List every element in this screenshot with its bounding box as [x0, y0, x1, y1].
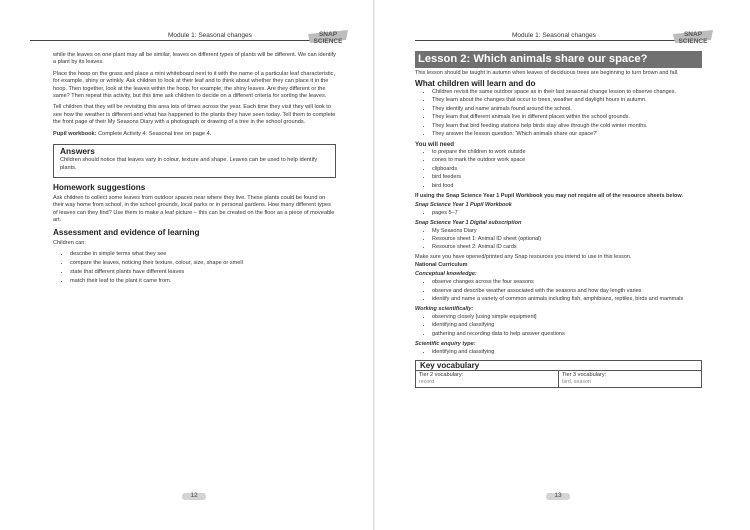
- list-item: • observe changes across the four seasons: [432, 279, 702, 286]
- learn-list: [415, 89, 702, 138]
- list-item: • They identify and name animals found around the school.: [432, 106, 702, 113]
- logo-graphic: [671, 27, 715, 49]
- homework-text: Ask children to collect some leaves from outdoor spaces near where they live. These plants could be found on their way home from school, in the school grounds, local parks or in personal gardens. How many different types of leaves can they find? Use them to make a leaf picture – this can be created on the floor as a piece of moveable art.: [53, 194, 335, 223]
- list-item: • state that different plants have different leaves: [70, 269, 336, 276]
- list-item: • identify and name a variety of common animals including fish, amphibians, reptiles, birds and mammals: [432, 296, 702, 303]
- list-item: • observing closely [using simple equipment]: [432, 314, 702, 321]
- paragraph-revisit-area: Tell children that they will be revisiting this area lots of times across the year. Each time they visit they will look to see how the weather is different and what has happened to the plants they have seen today. Tell them to complete the front page of their My Seasons Diary with a photograph or drawing of a tree in the school grounds.: [53, 104, 336, 126]
- children-can-label: Children can:: [53, 239, 86, 246]
- page-number: [182, 492, 206, 501]
- digital-subscription-list: [415, 228, 702, 252]
- list-item: • They learn that different animals live in different places within the school grounds.: [432, 114, 702, 121]
- vocabulary-row: [416, 371, 701, 387]
- working-scientifically-list: [415, 314, 702, 338]
- list-item: • pages 5–7: [432, 210, 702, 217]
- list-item: • identifying and classifying: [432, 349, 702, 356]
- tier3-label: Tier 3 vocabulary:: [562, 371, 607, 378]
- working-scientifically-heading: Working scientifically:: [415, 306, 474, 313]
- list-item: • Resource sheet 2: Animal ID cards: [432, 244, 702, 251]
- list-item: • describe in simple terms what they see: [70, 251, 336, 258]
- list-item: • My Seasons Diary: [432, 228, 702, 235]
- tier2-cell: [416, 371, 558, 387]
- list-item: • to prepare the children to work outside: [432, 149, 702, 156]
- tier2-value: record: [419, 378, 435, 385]
- logo-graphic: [306, 27, 350, 49]
- list-item: • cones to mark the outdoor work space: [432, 157, 702, 164]
- pupil-workbook-heading: Snap Science Year 1 Pupil Workbook: [415, 201, 512, 208]
- answers-box: [53, 144, 336, 178]
- header-rule: [415, 40, 695, 41]
- list-item: • They answer the lesson question: 'Which animals share our space?': [432, 131, 702, 138]
- list-item: • They learn about the changes that occur to trees, weather and daylight hours in autumn.: [432, 97, 702, 104]
- page-number-text: 12: [190, 492, 198, 499]
- make-sure-note: Make sure you have opened/printed any Snap resources you intend to use in this lesson.: [415, 254, 632, 261]
- list-item: • They learn that bird feeding stations help birds stay alive through the cold winter months.: [432, 123, 702, 130]
- learn-heading: What children will learn and do: [415, 79, 536, 88]
- conceptual-heading: Conceptual knowledge:: [415, 271, 477, 278]
- curriculum-heading: National Curriculum: [415, 262, 468, 269]
- pupil-workbook-note: [53, 131, 336, 138]
- workbook-text: Complete Activity 4: Seasonal tree on page 4.: [98, 130, 212, 137]
- paragraph-hoop-activity: Place the hoop on the grass and place a mini whiteboard next to it with the name of a particular leaf characteristic, for example, shiny or wrinkly. Ask children to look at their leaf and to think about whether they can place it in the hoop. Then together, look at the leaves within the hoop, for example, the shiny leaves. Are they different or the same? Then repeat this activity, but this time ask children to decide on a different criteria for sorting the leaves.: [53, 70, 336, 100]
- assessment-list: [53, 251, 336, 285]
- assessment-heading: Assessment and evidence of learning: [53, 228, 200, 238]
- tier3-cell: [558, 371, 701, 387]
- paragraph-leaves-identify: while the leaves on one plant may all be similar, leaves on different types of plants will be different. We can identify a plant by its leaves.: [53, 52, 336, 66]
- page-number-text: 13: [554, 492, 562, 499]
- list-item: • identifying and classifying: [432, 322, 702, 329]
- logo-top-text: SNAP: [318, 31, 338, 38]
- snap-science-logo: [671, 27, 715, 49]
- list-item: • compare the leaves, noticing their texture, colour, size, shape or smell: [70, 260, 336, 267]
- need-list: [415, 149, 702, 190]
- workbook-requirement-note: If using the Snap Science Year 1 Pupil Workbook you may not require all of the resource sheets below.: [415, 192, 683, 199]
- header-rule: [30, 40, 310, 41]
- right-page: [375, 0, 750, 530]
- list-item: • clipboards: [432, 166, 702, 173]
- left-page-body: [53, 52, 336, 288]
- lesson-intro: This lesson should be taught in autumn when leaves of deciduous trees are beginning to turn brown and fall.: [415, 70, 679, 76]
- module-title: Module 1: Seasonal changes: [168, 32, 252, 39]
- digital-subscription-heading: Snap Science Year 1 Digital subscription: [415, 219, 522, 226]
- list-item: • Children revisit the same outdoor space as in their last seasonal change lesson to observe changes.: [432, 89, 702, 96]
- enquiry-type-list: [415, 349, 702, 356]
- logo-bottom-text: SCIENCE: [313, 38, 343, 45]
- page-number: [546, 492, 570, 501]
- enquiry-type-heading: Scientific enquiry type:: [415, 340, 476, 347]
- list-item: • bird feeders: [432, 174, 702, 181]
- tier2-label: Tier 2 vocabulary:: [419, 371, 464, 378]
- need-heading: You will need: [415, 140, 455, 148]
- list-item: • gathering and recording data to help answer questions: [432, 331, 702, 338]
- answers-text: Children should notice that leaves vary in colour, texture and shape. Leaves can be used to help identify plants.: [60, 157, 318, 171]
- logo-bottom-text: SCIENCE: [678, 38, 708, 45]
- key-vocabulary-title: Key vocabulary: [416, 361, 701, 371]
- key-vocabulary-table: [415, 360, 702, 388]
- logo-top-text: SNAP: [683, 31, 703, 38]
- right-page-body: [415, 51, 702, 388]
- conceptual-list: [415, 279, 702, 303]
- lesson-title: Lesson 2: Which animals share our space?: [415, 51, 702, 68]
- list-item: • Resource sheet 1: Animal ID sheet (optional): [432, 236, 702, 243]
- snap-science-logo: [306, 27, 350, 49]
- list-item: • match their leaf to the plant it came from.: [70, 278, 336, 285]
- pupil-workbook-list: [415, 210, 702, 217]
- homework-heading: Homework suggestions: [53, 183, 146, 193]
- tier3-value: bird, season: [562, 378, 591, 385]
- module-title: Module 1: Seasonal changes: [512, 32, 596, 39]
- answers-title: Answers: [60, 146, 95, 157]
- list-item: • bird food: [432, 183, 702, 190]
- workbook-label: Pupil workbook:: [53, 130, 97, 137]
- list-item: • observe and describe weather associated with the seasons and how day length varies: [432, 288, 702, 295]
